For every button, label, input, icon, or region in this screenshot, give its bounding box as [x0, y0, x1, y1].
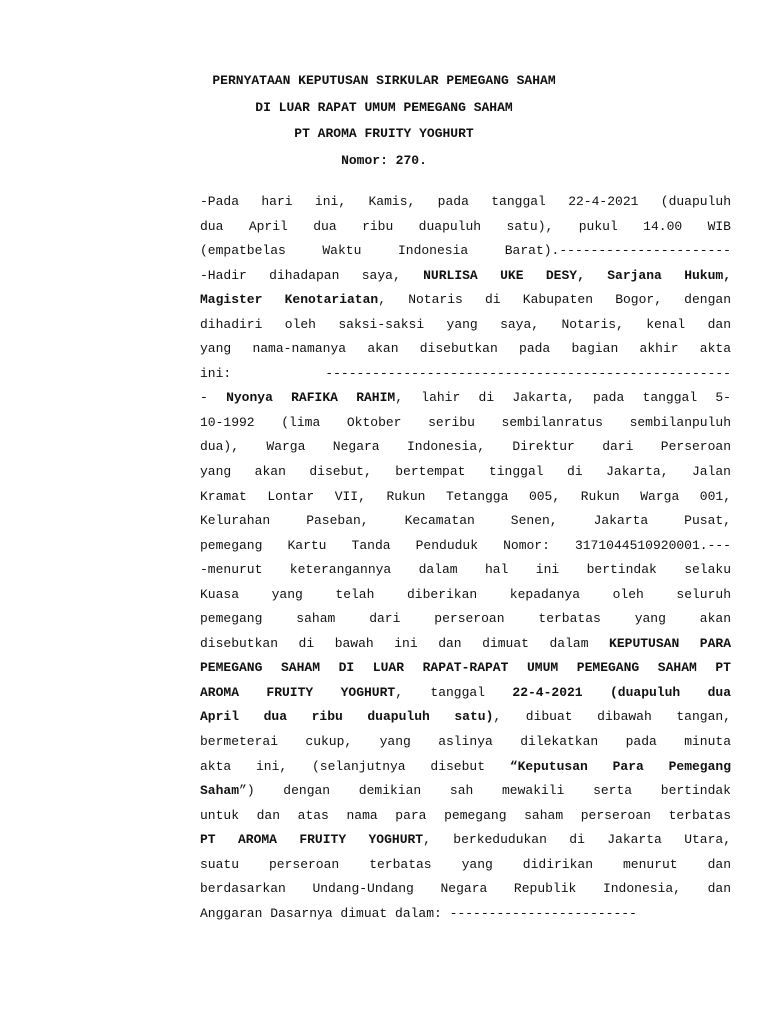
text-run: dua), Warga Negara Indonesia, Direktur dari Perseroan [200, 439, 731, 455]
text-run: pemegang saham dari perseroan terbatas yang akan [200, 611, 731, 627]
body-line [200, 607, 731, 632]
text-run: -Hadir dihadapan saya, [200, 267, 424, 283]
body-line [200, 902, 731, 927]
body-line [200, 656, 731, 681]
body-line [200, 558, 731, 583]
body-line [200, 215, 731, 240]
bold-text: Nyonya RAFIKA RAHIM [226, 390, 396, 406]
body-line [200, 853, 731, 878]
body-line [200, 313, 731, 338]
document-heading [0, 68, 768, 174]
text-run: (empatbelas Waktu Indonesia Barat).---------------------- [200, 243, 731, 259]
text-run: pemegang Kartu Tanda Penduduk Nomor: 3171044510920001.--- [200, 537, 731, 553]
text-run: dua April dua ribu duapuluh satu), pukul 14.00 WIB [200, 218, 731, 234]
text-run: , tanggal [395, 684, 513, 700]
bold-text: 22-4-2021 (duapuluh dua [512, 684, 731, 700]
text-run: , lahir di Jakarta, pada tanggal 5- [395, 390, 731, 406]
text-run: akta ini, (selanjutnya disebut [200, 758, 510, 774]
body-line [200, 534, 731, 559]
bold-text: April dua ribu duapuluh satu) [200, 709, 494, 725]
text-run: suatu perseroan terbatas yang didirikan menurut dan [200, 856, 731, 872]
body-line [200, 632, 731, 657]
text-run: ”) dengan demikian sah mewakili serta bertindak [239, 783, 731, 799]
bold-text: KEPUTUSAN PARA [609, 635, 731, 651]
bold-text: Saham [200, 783, 240, 799]
body-line [200, 362, 731, 387]
heading-line-1: PERNYATAAN KEPUTUSAN SIRKULAR PEMEGANG SAHAM [212, 73, 556, 88]
heading-line-4: Nomor: 270. [341, 152, 427, 168]
heading-line-2: DI LUAR RAPAT UMUM PEMEGANG SAHAM [255, 99, 513, 115]
bold-text: PEMEGANG SAHAM DI LUAR RAPAT-RAPAT UMUM PEMEGANG SAHAM PT [200, 660, 731, 676]
body-line [200, 877, 731, 902]
text-run: , berkedudukan di Jakarta Utara, [423, 832, 731, 848]
body-line [200, 755, 731, 780]
text-run: yang nama-namanya akan disebutkan pada bagian akhir akta [200, 341, 731, 357]
text-run: -menurut keterangannya dalam hal ini bertindak selaku [200, 562, 731, 578]
body-line [200, 583, 731, 608]
bold-text: NURLISA UKE DESY, Sarjana Hukum, [423, 267, 731, 283]
text-run: Kramat Lontar VII, Rukun Tetangga 005, Rukun Warga 001, [200, 488, 731, 504]
body-line [200, 264, 731, 289]
body-line [200, 509, 731, 534]
text-run: bermeterai cukup, yang aslinya dilekatkan pada minuta [200, 734, 731, 750]
body-line [200, 460, 731, 485]
body-line [200, 779, 731, 804]
text-run: dihadiri oleh saksi-saksi yang saya, Notaris, kenal dan [200, 316, 731, 332]
body-line [200, 288, 731, 313]
body-line [200, 485, 731, 510]
text-run: , dibuat dibawah tangan, [493, 709, 731, 725]
text-run: -Pada hari ini, Kamis, pada tanggal 22-4-2021 (duapuluh [200, 194, 731, 209]
text-run: disebutkan di bawah ini dan dimuat dalam [200, 635, 610, 651]
document-body [200, 190, 731, 926]
heading-line-3: PT AROMA FRUITY YOGHURT [294, 126, 474, 141]
text-run: 10-1992 (lima Oktober seribu sembilanratus sembilanpuluh [200, 414, 731, 430]
text-run: untuk dan atas nama para pemegang saham perseroan terbatas [200, 807, 731, 823]
bold-text: Magister Kenotariatan [200, 292, 379, 308]
body-line [200, 804, 731, 829]
text-run: Kuasa yang telah diberikan kepadanya oleh seluruh [200, 586, 731, 602]
body-line [200, 435, 731, 460]
text-run: ini: ---------------------------------------------------- [200, 365, 731, 381]
body-line [200, 190, 731, 215]
text-run: Anggaran Dasarnya dimuat dalam: ------------------------ [200, 905, 637, 921]
body-line [200, 386, 731, 411]
bold-text: “Keputusan Para Pemegang [509, 758, 731, 774]
body-line [200, 239, 731, 264]
text-run: berdasarkan Undang-Undang Negara Republik Indonesia, dan [200, 881, 731, 897]
body-line [200, 730, 731, 755]
text-run: Kelurahan Paseban, Kecamatan Senen, Jakarta Pusat, [200, 513, 731, 529]
text-run: - [200, 390, 227, 406]
body-line [200, 337, 731, 362]
text-run: , Notaris di Kabupaten Bogor, dengan [378, 292, 731, 308]
text-run: yang akan disebut, bertempat tinggal di Jakarta, Jalan [200, 464, 731, 480]
body-line [200, 411, 731, 436]
body-line [200, 828, 731, 853]
body-line [200, 705, 731, 730]
body-line [200, 681, 731, 706]
bold-text: AROMA FRUITY YOGHURT [200, 684, 396, 700]
bold-text: PT AROMA FRUITY YOGHURT [200, 832, 424, 848]
